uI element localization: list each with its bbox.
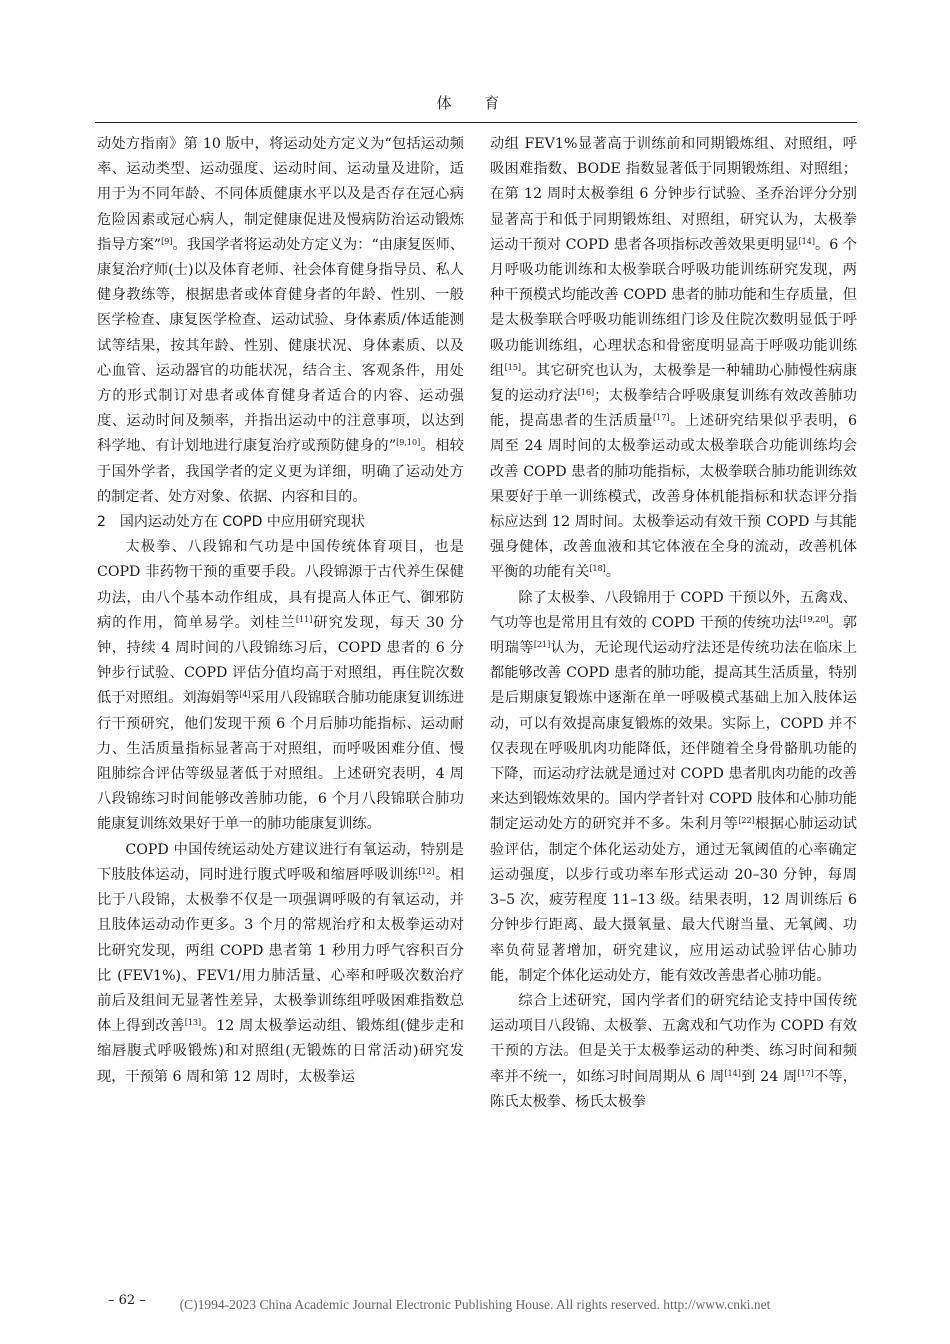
citation: [12] — [418, 866, 435, 876]
citation: [14] — [798, 236, 815, 246]
citation: [18] — [589, 564, 606, 574]
citation: [21] — [533, 640, 551, 650]
right-column — [490, 132, 857, 1115]
citation: [17] — [797, 1068, 814, 1078]
citation: [4] — [239, 690, 251, 700]
paragraph: 动组 FEV1%显著高于训练前和同期锻炼组、对照组，呼吸困难指数、BODE 指数显著低于同期锻炼组、对照组；在第 12 周时太极拳组 6 分钟步行试验、圣乔治评分分别显著高于和低于同期锻炼组、对照组，研究认为，太极拳运动干预对 COPD 患者各项指标改善效果更明显[14]。6 个月呼吸功能训练和太极拳联合呼吸功能训练研究发现，两种干预模式均能改善 COPD 患者的肺功能和生存质量，但是太极拳联合呼吸功能训练组门诊及住院次数明显低于呼吸功能训练组，心理状态和骨密度明显高于呼吸功能训练组[15]。其它研究也认为，太极拳是一种辅助心肺慢性病康复的运动疗法[16]；太极拳结合呼吸康复训练有效改善肺功能，提高患者的生活质量[17]。上述研究结果似乎表明，6 周至 24 周时间的太极拳运动或太极拳联合功能训练均会改善 COPD 患者的肺功能指标，太极拳联合肺功能训练效果要好于单一训练模式，改善身体机能指标和状态评分指标应达到 12 周时间。太极拳运动有效干预 COPD 与其能强身健体，改善血液和其它体液在全身的流动，改善机体平衡的功能有关[18]。 — [490, 136, 857, 581]
citation: [16] — [577, 388, 595, 398]
copyright-footer: (C)1994-2023 China Academic Journal Electronic Publishing House. All rights reserved. http://www.cnki.net — [179, 1297, 771, 1312]
citation: [14] — [724, 1068, 741, 1078]
paragraph: COPD 中国传统运动处方建议进行有氧运动，特别是下肢肢体运动，同时进行腹式呼吸和缩唇呼吸训练[12]。相比于八段锦，太极拳不仅是一项强调呼吸的有氧运动，并且肢体运动动作更多。3 个月的常规治疗和太极拳运动对比研究发现，两组 COPD 患者第 1 秒用力呼气容积百分比 (FEV1%)、FEV1/用力肺活量、心率和呼吸次数治疗前后及组间无显著性差异，太极拳训练组呼吸困难指数总体上得到改善[13]。12 周太极拳运动组、锻炼组(健步走和缩唇腹式呼吸锻炼)和对照组(无锻炼的日常活动)研究发现，干预第 6 周和第 12 周时，太极拳运 — [97, 841, 464, 1085]
paragraph: 综合上述研究，国内学者们的研究结论支持中国传统运动项目八段锦、太极拳、五禽戏和气功作为 COPD 有效干预的方法。但是关于太极拳运动的种类、练习时间和频率并不统一，如练习时间周期从 6 周[14]到 24 周[17]不等，陈氏太极拳、杨氏太极拳 — [490, 992, 857, 1110]
citation: [13] — [184, 1018, 202, 1028]
page-number: – 62 – — [108, 1293, 146, 1308]
citation: [9] — [161, 236, 173, 246]
paragraph: 除了太极拳、八段锦用于 COPD 干预以外，五禽戏、气功等也是常用且有效的 COPD 干预的传统功法[19,20]。郭明瑞等[21]认为，无论现代运动疗法还是传统功法在临床上都能够改善 COPD 患者的肺功能，提高其生活质量，特别是后期康复锻炼中逐渐在单一呼吸模式基础上加入肢体运动，可以有效提高康复锻炼的效果。实际上，COPD 并不仅表现在呼吸肌肉功能降低，还伴随着全身骨骼肌功能的下降，而运动疗法就是通过对 COPD 患者肌肉功能的改善来达到锻炼效果的。国内学者针对 COPD 肢体和心肺功能制定运动处方的研究并不多。朱利月等[22]根据心肺运动试验评估，制定个体化运动处方，通过无氧阈值的心率确定运动强度，以步行或功率车形式运动 20–30 分钟，每周 3–5 次，疲劳程度 11–13 级。结果表明，12 周训练后 6 分钟步行距离、最大摄氧量、最大代谢当量、无氧阈、功率负荷显著增加，研究建议，应用运动试验评估心肺功能，制定个体化运动处方，能有效改善患者心肺功能。 — [490, 589, 857, 984]
header-rule — [95, 122, 857, 123]
citation: [9,10] — [396, 438, 421, 448]
paragraph: 太极拳、八段锦和气功是中国传统体育项目，也是 COPD 非药物干预的重要手段。八段锦源于古代养生保健功法，由八个基本动作组成，具有提高人体正气、御邪防病的作用，简单易学。刘桂兰[11]研究发现，每天 30 分钟，持续 4 周时间的八段锦练习后，COPD 患者的 6 分钟步行试验、COPD 评估分值均高于对照组，再住院次数低于对照组。刘海娟等[4]采用八段锦联合肺功能康复训练进行干预研究，他们发现干预 6 个月后肺功能指标、运动耐力、生活质量指标显著高于对照组，而呼吸困难分值、慢阻肺综合评估等级显著低于对照组。上述研究表明，4 周八段锦练习时间能够改善肺功能，6 个月八段锦联合肺功能康复训练效果好于单一的肺功能康复训练。 — [97, 539, 464, 833]
citation: [11] — [295, 614, 313, 624]
citation: [19,20] — [799, 614, 829, 624]
citation: [17] — [653, 413, 670, 423]
citation: [15] — [504, 362, 522, 372]
running-header: 体 育 — [436, 94, 514, 112]
section-heading: 2 国内运动处方在 COPD 中应用研究现状 — [97, 514, 365, 531]
citation: [22] — [738, 816, 755, 826]
left-column — [97, 132, 464, 1090]
paragraph: 动处方指南》第 10 版中，将运动处方定义为“包括运动频率、运动类型、运动强度、运动时间、运动量及进阶，适用于为不同年龄、不同体质健康水平以及是否存在冠心病危险因素或冠心病人，制定健康促进及慢病防治运动锻炼指导方案”[9]。我国学者将运动处方定义为：“由康复医师、康复治疗师(士)以及体育老师、社会体育健身指导员、私人健身教练等，根据患者或体育健身者的年龄、性别、一般医学检查、康复医学检查、运动试验、身体素质/体适能测试等结果，按其年龄、性别、健康状况、身体素质、以及心血管、运动器官的功能状况，结合主、客观条件，用处方的形式制订对患者或体育健身者适合的内容、运动强度、运动时间及频率，并指出运动中的注意事项，以达到科学地、有计划地进行康复治疗或预防健身的”[9,10]。相较于国外学者，我国学者的定义更为详细，明确了运动处方的制定者、处方对象、依据、内容和目的。 — [97, 136, 464, 505]
